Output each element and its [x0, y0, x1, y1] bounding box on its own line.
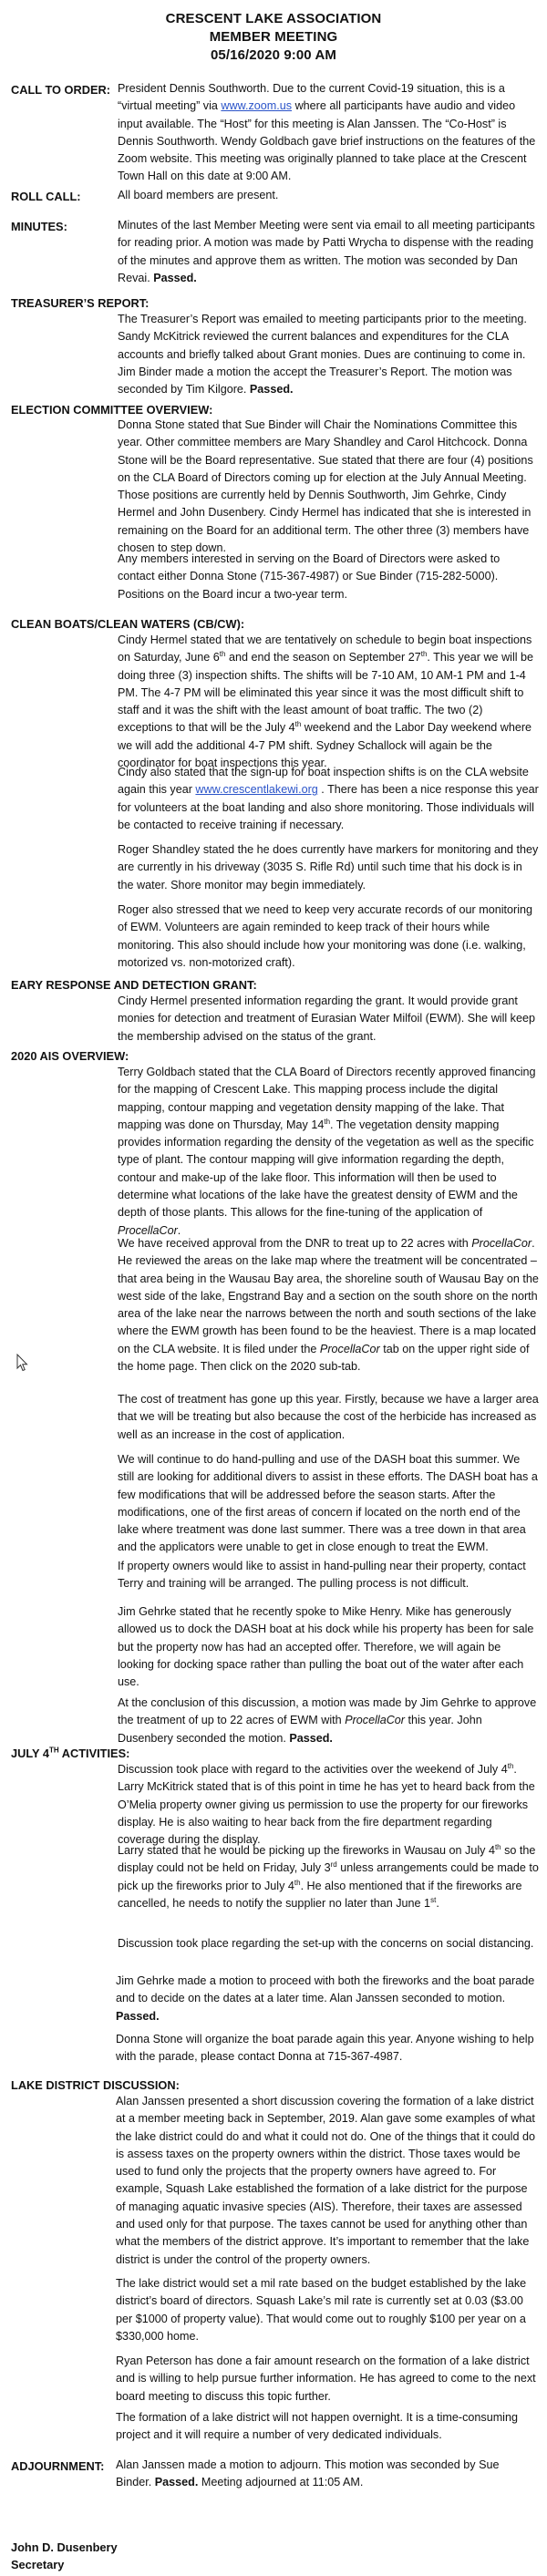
product-name: ProcellaCor	[319, 1342, 380, 1355]
passed-status: Passed.	[289, 1731, 333, 1745]
minutes-text	[118, 217, 539, 287]
text: weekend and the Labor Day weekend where we will add the additional 4-7 PM shift. Sydney Schallock will again be the coordinator for boat inspections this year.	[118, 721, 532, 770]
passed-status: Passed.	[153, 271, 197, 284]
ordinal: th	[324, 1117, 331, 1126]
ordinal: th	[507, 1761, 514, 1770]
lake-district-text-4: The formation of a lake district will not happen overnight. It is a time-consuming project and it will require a number of very dedicated individuals.	[116, 2411, 518, 2442]
product-name: ProcellaCor	[471, 1237, 532, 1250]
ordinal: th	[494, 1842, 501, 1851]
text: . This year we will be doing three (3) inspection shifts. The shifts will be 7-10 AM, 10 AM-1 PM and 1-4 PM. The 4-7 PM will be eliminated this year since it was the most difficult shift to staff and it was the shift with the least amount of boat traffic. The two (2) exceptions to that will be the July 4	[118, 651, 534, 735]
signature-title: Secretary	[11, 2558, 65, 2571]
text: Cindy also stated that the sign-up for boat inspection shifts is on the CLA website again this year	[118, 766, 529, 797]
lake-district-text-1: Alan Janssen presented a short discussion covering the formation of a lake district at a member meeting back in September, 2019. Alan gave some examples of what the lake district could do and what it could not do. One of the things that it could do is assess taxes on the property owners within the district. Those taxes would be used to fund only the projects that the property owners have agreed to. For example, Squash Lake established the formation of a lake district for the purpose of managing aquatic invasive species (AIS). Therefore, their taxes are assessed and used only for that purpose. The taxes cannot be used for anything other than what the members of the district approve. It’s important to remember that the lake district is under the control of the property owners.	[116, 2095, 535, 2266]
text: . He reviewed the areas on the lake map where the treatment will be concentrated – that area being in the Wausau Bay area, the shoreline south of Wausau Bay on the west side of the lake, Engstrand Bay and a section on the south shore on the north area of the lake near the narrows between the north and south sections of the lake where the EWM growth has been found to be the heaviest. There is a map located on the CLA website. It is filed under the	[118, 1237, 539, 1355]
july-text-4	[116, 1973, 537, 2025]
text: Terry Goldbach stated that the CLA Board of Directors recently approved financing for the mapping of Crescent Lake. This mapping process include the digital mapping, contour mapping and vegetation density mapping of the lake. That mapping was done on Thursday, May 14	[118, 1066, 536, 1131]
july-text-5: Donna Stone will organize the boat parade again this year. Anyone wishing to help with the parade, please contact Donna at 715-367-4987.	[116, 2033, 534, 2064]
text: Discussion took place with regard to the activities over the weekend of July 4	[118, 1763, 508, 1776]
text: The Treasurer’s Report was emailed to meeting participants prior to the meeting. Sandy McKitrick reviewed the current balances and expenditures for the CLA accounts and briefly talked about Grant monies. Dues are continuing to come in. Jim Binder made a motion the accept the Treasurer’s Report. The motion was seconded by Tim Kilgore.	[118, 313, 527, 397]
cbcw-text-4: Roger also stressed that we need to keep very accurate records of our monitoring of EWM. Volunteers are again reminded to keep track of their hours while monitoring. This also should include how your monitoring was done (i.e. walking, motorized vs. non-motorized craft).	[118, 903, 533, 969]
text: Alan Janssen made a motion to adjourn. This motion was seconded by Sue Binder.	[116, 2458, 500, 2489]
text: . There has been a nice response this year for volunteers at the boat landing and also shore monitoring. Those individuals will be contacted to receive training if necessary.	[118, 783, 539, 831]
ais-text-5: If property owners would like to assist in hand-pulling near their property, contact Terry and training will be arranged. The pulling process is not difficult.	[118, 1560, 526, 1591]
text: Minutes of the last Member Meeting were sent via email to all meeting participants for reading prior. A motion was made by Patti Wrycha to dispense with the reading of the minutes and approve them as written. The motion was seconded by Dan Revai.	[118, 219, 535, 284]
ordinal: th	[420, 650, 428, 659]
text: tab on the upper right side of the home page. Then click on the 2020 sub-tab.	[118, 1342, 530, 1374]
mouse-cursor-icon	[16, 1354, 29, 1372]
july-text-2	[118, 1842, 539, 1912]
text: . He also mentioned that if the fireworks are cancelled, he needs to notify the supplier no later than June 1	[118, 1879, 522, 1910]
text: Meeting adjourned at 11:05 AM.	[198, 2476, 364, 2489]
ais-text-7	[118, 1695, 539, 1747]
ais-text-1	[118, 1064, 539, 1240]
lake-district-text-2: The lake district would set a mil rate based on the budget established by the lake district’s board of directors. Squash Lake’s mil rate is currently set at 0.03 ($3.00 per $1000 of property value). That would come out to roughly $100 per year on a $330,000 home.	[116, 2277, 527, 2343]
text: Cindy Hermel stated that we are tentatively on schedule to begin boat inspections on Saturday, June 6	[118, 634, 532, 665]
text: this year. John Dusenbery seconded the motion.	[118, 1714, 482, 1745]
text: .	[436, 1896, 439, 1910]
ais-text-4: We will continue to do hand-pulling and use of the DASH boat this summer. We still are looking for additional divers to assist in these efforts. The DASH boat has a few modifications that will be addressed before the season starts. After the modifications, one of the first areas of concern if located on the north end of the lake where treatment was done last summer. There was a tree down in that area and the applicators were unable to get in close enough to treat the EWM.	[118, 1453, 538, 1554]
lake-district-text-3: Ryan Peterson has done a fair amount research on the formation of a lake district and is willing to help pursue further information. He has agreed to come to the next board meeting to discuss this topic further.	[116, 2354, 536, 2403]
text: unless arrangements could be made to pick up the fireworks prior to July 4	[118, 1861, 539, 1892]
text: where all participants have audio and video input available. The “Host” for this meeting is Alan Janssen. The “Co-Host” is Dennis Southworth. Wendy Goldbach gave brief instructions on the features of the Zoom website. This meeting was originally planned to take place at the Crescent Town Hall on this date at 9:00 AM.	[118, 99, 536, 183]
july-text-3: Discussion took place regarding the set-up with the concerns on social distancing.	[118, 1937, 534, 1950]
product-name: ProcellaCor	[345, 1714, 405, 1727]
signature-name: John D. Dusenbery	[11, 2540, 118, 2554]
product-name: ProcellaCor	[118, 1223, 178, 1237]
call-to-order-label: CALL TO ORDER:	[11, 83, 111, 97]
eary-text: Cindy Hermel presented information regarding the grant. It would provide grant monies for detection and treatment of Eurasian Water Milfoil (EWM). She will keep the membership advised on the status of the grant.	[118, 994, 535, 1043]
ais-text-6: Jim Gehrke stated that he recently spoke to Mike Henry. Mike has generously allowed us to dock the DASH boat at his dock while his property has been for sale but the property now has had an accepted offer. Therefore, we will again be looking for docking space rather than pulling the boat out of the water after each use.	[118, 1605, 534, 1689]
cla-website-link[interactable]: www.crescentlakewi.org	[195, 783, 318, 797]
text: Jim Gehrke made a motion to proceed with both the fireworks and the boat parade and to decide on the dates at a later time. Alan Janssen seconded to motion.	[116, 1974, 535, 2005]
cbcw-text-3: Roger Shandley stated the he does currently have markers for monitoring and they are currently in his driveway (3035 S. Rifle Rd) until such time that his dock is in the water. Shore monitor may begin immediately.	[118, 843, 539, 891]
roll-call-text: All board members are present.	[118, 189, 279, 201]
adjournment-label: ADJOURNMENT:	[11, 2459, 105, 2473]
zoom-link[interactable]: www.zoom.us	[221, 99, 293, 113]
ais-label: 2020 AIS OVERVIEW:	[11, 1049, 129, 1063]
ordinal: th	[294, 1878, 301, 1887]
passed-status: Passed.	[116, 2009, 160, 2023]
election-text-1: Donna Stone stated that Sue Binder will Chair the Nominations Committee this year. Other committee members are Mary Shandley and Carol Hitchcock. Donna Stone will be the Board representative. Sue stated that there are four (4) positions on the CLA Board of Directors coming up for election at the July Annual Meeting. Those positions are currently held by Dennis Southworth, Jim Gehrke, Cindy Hermel and John Dusenbery. Cindy Hermel has indicated that she is interested in remaining on the Board for an additional term. The other three (3) members have chosen to step down.	[118, 418, 533, 555]
text: Larry stated that he would be picking up the fireworks in Wausau on July 4	[118, 1844, 495, 1857]
text: .	[177, 1223, 181, 1237]
roll-call-label: ROLL CALL:	[11, 190, 81, 203]
july-activities-label	[11, 1747, 129, 1760]
text: At the conclusion of this discussion, a motion was made by Jim Gehrke to approve the treatment of up to 22 acres of EWM with	[118, 1696, 537, 1727]
ordinal: TH	[48, 1746, 59, 1755]
passed-status: Passed.	[154, 2476, 199, 2489]
meeting-title: MEMBER MEETING	[209, 29, 338, 45]
minutes-label: MINUTES:	[11, 220, 67, 233]
eary-label: EARY RESPONSE AND DETECTION GRANT:	[11, 978, 257, 992]
ordinal: st	[430, 1895, 437, 1904]
text: . The vegetation density mapping provides information regarding the density of the vegetation as well as the specific type of plant. The contour mapping will give information regarding the depth, contour and make-up of the lake floor. This information will then be used to determine what locations of the lake have the greatest density of EWM and the depth of those plants. This allows for the fine-tuning of the application of	[118, 1118, 534, 1220]
adjournment-text	[116, 2457, 537, 2492]
july-text-1	[118, 1761, 539, 1849]
ordinal: th	[219, 650, 226, 659]
ais-text-2	[118, 1235, 539, 1376]
lake-district-label: LAKE DISTRICT DISCUSSION:	[11, 2078, 180, 2092]
ordinal: th	[294, 720, 302, 729]
text: . Larry McKitrick stated that is of this point in time he has yet to heard back from the O’Melia property owner giving us permission to use the property for our fireworks display. He is also waiting to hear back from the fire department regarding coverage during the display.	[118, 1763, 535, 1847]
meeting-datetime: 05/16/2020 9:00 AM	[210, 47, 336, 63]
election-text-2: Any members interested in serving on the Board of Directors were asked to contact either Donna Stone (715-367-4987) or Sue Binder (715-282-5000). Positions on the Board incur a two-year term.	[118, 552, 501, 601]
call-to-order-text	[118, 80, 539, 186]
cbcw-text-1	[118, 632, 539, 772]
cbcw-label: CLEAN BOATS/CLEAN WATERS (CB/CW):	[11, 617, 245, 631]
text: and end the season on September 27	[225, 651, 421, 665]
text: JULY 4	[11, 1747, 49, 1760]
treasurer-text	[118, 311, 539, 398]
ordinal: rd	[330, 1860, 337, 1870]
passed-status: Passed.	[249, 383, 294, 397]
treasurer-label: TREASURER’S REPORT:	[11, 296, 150, 310]
text: President Dennis Southworth. Due to the current Covid-19 situation, this is a “virtual meeting” via	[118, 82, 505, 113]
text: We have received approval from the DNR to treat up to 22 acres with	[118, 1237, 472, 1250]
ais-text-3: The cost of treatment has gone up this year. Firstly, because we have a larger area that we will be treating but also because the cost of the herbicide has increased as well as an increase in the cost of application.	[118, 1393, 539, 1441]
text: ACTIVITIES:	[58, 1747, 130, 1760]
election-label: ELECTION COMMITTEE OVERVIEW:	[11, 403, 213, 417]
org-title: CRESCENT LAKE ASSOCIATION	[165, 11, 382, 26]
cbcw-text-2	[118, 764, 539, 834]
text: so the display could not be held on Friday, July 3	[118, 1844, 536, 1875]
